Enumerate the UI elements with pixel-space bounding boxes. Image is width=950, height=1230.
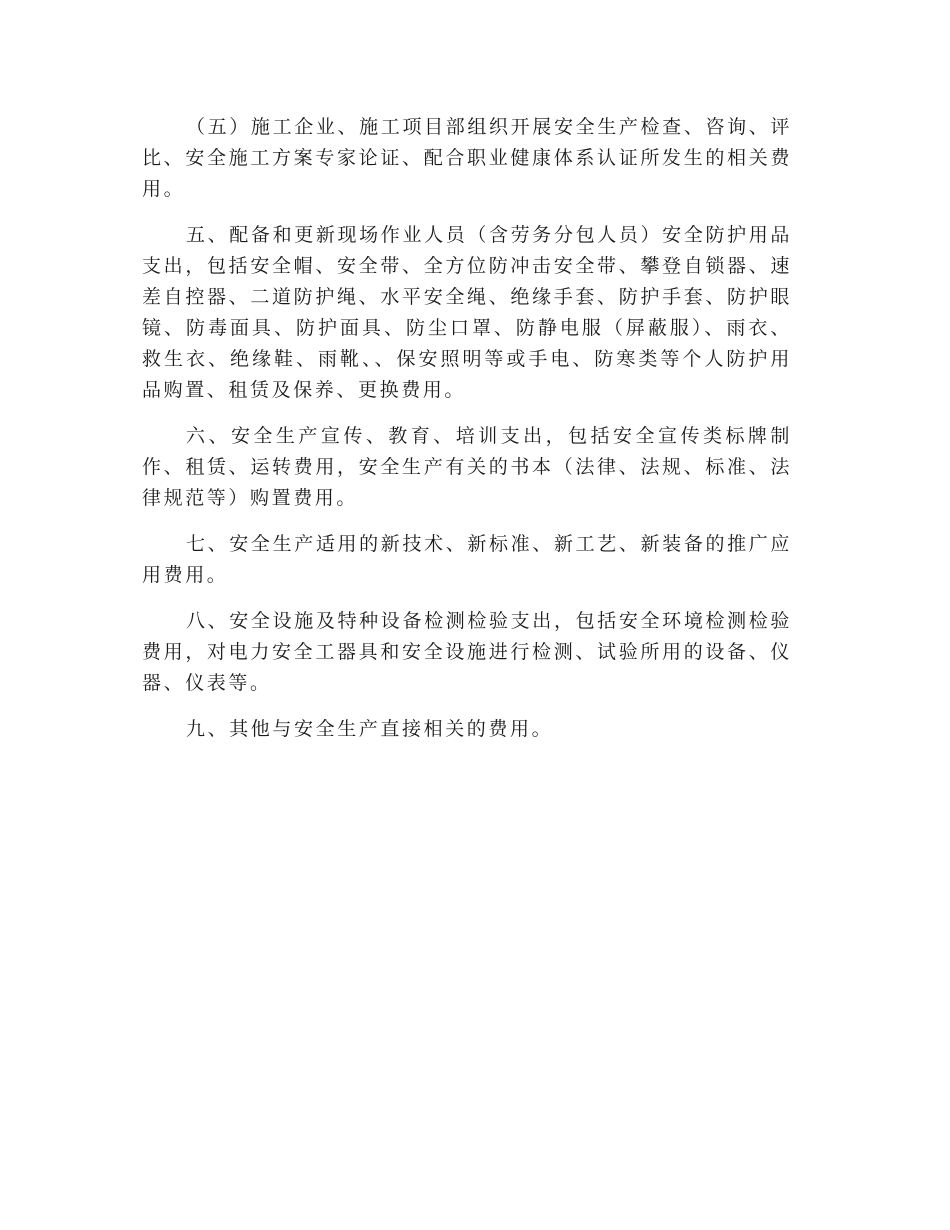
- paragraph-six: 六、安全生产宣传、教育、培训支出，包括安全宣传类标牌制作、租赁、运转费用，安全生产有关的书本（法律、法规、标准、法律规范等）购置费用。: [142, 425, 792, 509]
- paragraph-item-5-sub: （五）施工企业、施工项目部组织开展安全生产检查、咨询、评比、安全施工方案专家论证、配合职业健康体系认证所发生的相关费用。: [142, 116, 792, 200]
- paragraph-five: 五、配备和更新现场作业人员（含劳务分包人员）安全防护用品支出，包括安全帽、安全带、全方位防冲击安全带、攀登自锁器、速差自控器、二道防护绳、水平安全绳、绝缘手套、防护手套、防护眼镜、防毒面具、防护面具、防尘口罩、防静电服（屏蔽服）、雨衣、救生衣、绝缘鞋、雨靴、、保安照明等或手电、防寒类等个人防护用品购置、租赁及保养、更换费用。: [142, 224, 792, 401]
- paragraph-seven: 七、安全生产适用的新技术、新标准、新工艺、新装备的推广应用费用。: [142, 533, 792, 586]
- document-body: [142, 112, 792, 760]
- paragraph-eight: 八、安全设施及特种设备检测检验支出，包括安全环境检测检验费用，对电力安全工器具和安全设施进行检测、试验所用的设备、仪器、仪表等。: [142, 610, 792, 694]
- paragraph-nine: 九、其他与安全生产直接相关的费用。: [186, 718, 554, 740]
